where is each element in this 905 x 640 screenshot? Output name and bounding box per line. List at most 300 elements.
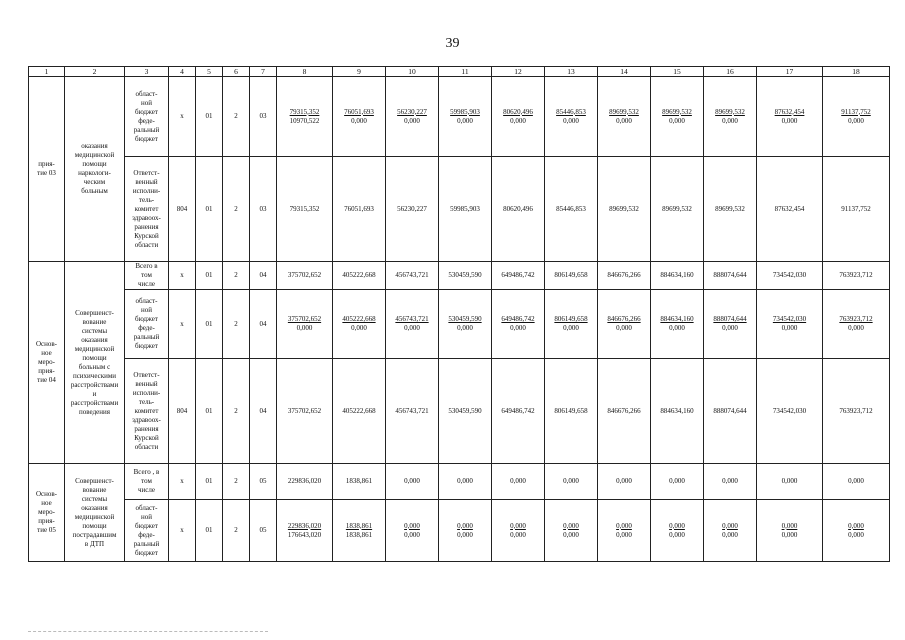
value-text: 0,000 (616, 521, 632, 530)
header-cell (757, 67, 823, 77)
header-cell (333, 67, 386, 77)
value-cell (704, 359, 757, 464)
value-cell (386, 290, 439, 359)
value-text: 884634,160 (660, 315, 694, 323)
value-cell (333, 464, 386, 500)
value-cell (333, 290, 386, 359)
footer-rule (28, 631, 268, 632)
value-cell (757, 290, 823, 359)
funding-source-cell-text: Всего в том числе (135, 262, 158, 288)
header-cell-text: 10 (408, 66, 416, 76)
value-cell (704, 77, 757, 157)
value-cell (386, 77, 439, 157)
value-cell (277, 157, 333, 262)
value-text: 734542,030 (772, 271, 807, 279)
value-text: 456743,721 (395, 406, 429, 415)
value-text: 884634,160 (660, 271, 694, 279)
value-text: 0,000 (722, 116, 738, 125)
code-cell (223, 77, 250, 157)
value-text: 79315,352 (289, 204, 320, 213)
value-text: 0,000 (722, 477, 738, 485)
funding-source-cell-text: област- ной бюджет феде- ральный бюджет (133, 503, 160, 557)
value-cell (823, 77, 890, 157)
value-text: 89699,532 (662, 204, 692, 213)
table-row (29, 500, 890, 562)
value-cell (333, 262, 386, 290)
value-cell (823, 157, 890, 262)
header-cell-text: 17 (785, 66, 794, 76)
value-cell (545, 500, 598, 562)
value-text: 229836,020 (287, 477, 322, 485)
header-cell-text: 4 (180, 66, 184, 76)
value-text: 89699,532 (662, 107, 692, 116)
code-cell-text: 04 (259, 406, 267, 415)
value-cell (651, 290, 704, 359)
header-cell-text: 12 (514, 66, 522, 76)
value-text: 0,000 (404, 116, 420, 125)
value-text: 0,000 (616, 477, 632, 485)
header-cell-text: 1 (44, 66, 49, 76)
value-text: 56230,227 (397, 107, 427, 116)
value-cell (439, 262, 492, 290)
value-text: 0,000 (848, 324, 864, 332)
value-cell (439, 290, 492, 359)
table-row (29, 290, 890, 359)
code-cell-text: х (180, 271, 184, 279)
value-text: 0,000 (563, 324, 579, 332)
funding-source-cell-text: Всего , в том числе (133, 468, 160, 494)
measure-name-cell-text: оказания медицинской помощи наркологи- ческим больным (74, 142, 115, 195)
value-cell (757, 77, 823, 157)
header-cell (125, 67, 169, 77)
value-text: 0,000 (457, 324, 473, 332)
value-cell (598, 290, 651, 359)
value-text: 0,000 (296, 324, 313, 332)
value-cell (545, 359, 598, 464)
code-cell (250, 290, 277, 359)
code-cell-text: 2 (234, 112, 238, 120)
measure-name-cell-text: Совершенст- вование системы оказания медицинской помощи больным с психическими расстройствами и расстройствами поведения (70, 308, 119, 416)
value-text: 1838,861 (345, 521, 373, 530)
value-cell (492, 157, 545, 262)
measure-code-cell-text: Основ- ное меро- прия- тие 04 (35, 340, 58, 384)
value-text: 56230,227 (397, 204, 427, 213)
value-text: 649486,742 (501, 271, 535, 279)
value-text: 0,000 (722, 521, 738, 530)
header-cell-text: 18 (852, 66, 860, 76)
value-cell (598, 359, 651, 464)
value-cell (598, 262, 651, 290)
code-cell (196, 77, 223, 157)
page-number: 39 (445, 36, 460, 51)
value-text: 888074,644 (713, 271, 747, 279)
value-text: 0,000 (616, 116, 632, 125)
header-cell-text: 13 (567, 66, 575, 76)
value-cell (598, 500, 651, 562)
header-cell-text: 5 (207, 66, 211, 76)
value-text: 0,000 (510, 530, 526, 539)
value-cell (439, 157, 492, 262)
value-text: 375702,652 (287, 271, 322, 279)
code-cell-text: 01 (205, 526, 213, 534)
code-cell (196, 359, 223, 464)
header-cell (545, 67, 598, 77)
value-cell (651, 359, 704, 464)
code-cell (250, 500, 277, 562)
table-row (29, 77, 890, 157)
value-cell (823, 290, 890, 359)
funding-source-cell-text: област- ной бюджет феде- ральный бюджет (133, 89, 160, 143)
value-text: 0,000 (616, 324, 632, 332)
code-cell (169, 77, 196, 157)
code-cell-text: х (180, 319, 184, 328)
value-cell (545, 290, 598, 359)
code-cell (250, 464, 277, 500)
code-cell-text: 2 (234, 406, 238, 415)
value-text: 1838,861 (345, 477, 373, 485)
value-text: 530459,590 (448, 406, 482, 415)
code-cell-text: 04 (259, 319, 267, 328)
value-text: 0,000 (781, 477, 798, 485)
value-cell (704, 262, 757, 290)
header-cell-text: 8 (302, 66, 307, 76)
code-cell (223, 262, 250, 290)
value-cell (333, 157, 386, 262)
value-cell (545, 464, 598, 500)
code-cell (169, 359, 196, 464)
code-cell (169, 290, 196, 359)
value-cell (598, 157, 651, 262)
value-text: 80620,496 (503, 204, 533, 213)
value-text: 884634,160 (660, 406, 694, 415)
funding-source-cell-text: Ответст- венный исполни- тель- комитет здравоох- ранения Курской области (132, 370, 161, 451)
value-text: 87632,454 (774, 204, 805, 213)
value-text: 0,000 (781, 521, 798, 530)
value-text: 0,000 (781, 530, 798, 539)
value-cell (439, 359, 492, 464)
header-cell-text: 11 (461, 66, 469, 76)
header-cell (386, 67, 439, 77)
measure-code-cell (29, 77, 65, 262)
value-cell (651, 500, 704, 562)
code-cell-text: 01 (205, 477, 213, 485)
measure-code-cell-text: прия- тие 03 (37, 160, 56, 177)
measure-code-cell (29, 464, 65, 562)
value-text: 649486,742 (501, 406, 535, 415)
value-text: 405222,668 (342, 271, 376, 279)
value-text: 89699,532 (715, 107, 745, 116)
value-text: 0,000 (563, 521, 579, 530)
value-text: 0,000 (848, 521, 864, 530)
value-text: 0,000 (781, 324, 798, 332)
code-cell-text: 01 (205, 406, 213, 415)
value-text: 763923,712 (839, 315, 873, 323)
value-cell (651, 262, 704, 290)
value-cell (545, 157, 598, 262)
value-text: 89699,532 (715, 204, 745, 213)
value-cell (439, 500, 492, 562)
value-text: 0,000 (404, 521, 420, 530)
value-text: 0,000 (781, 116, 798, 125)
code-cell (196, 262, 223, 290)
value-text: 0,000 (457, 116, 473, 125)
code-cell (169, 500, 196, 562)
table-row (29, 359, 890, 464)
value-text: 456743,721 (395, 271, 429, 279)
code-cell (223, 157, 250, 262)
value-text: 91137,752 (841, 107, 871, 116)
value-text: 846676,266 (607, 315, 641, 323)
header-cell (277, 67, 333, 77)
funding-source-cell (125, 464, 169, 500)
value-text: 530459,590 (448, 271, 482, 279)
code-cell (196, 290, 223, 359)
header-cell-text: 16 (726, 66, 734, 76)
code-cell-text: 2 (234, 477, 238, 485)
funding-source-cell (125, 359, 169, 464)
value-cell (277, 464, 333, 500)
header-cell (65, 67, 125, 77)
value-cell (386, 359, 439, 464)
code-cell-text: х (180, 526, 184, 534)
value-text: 85446,853 (556, 107, 586, 116)
value-text: 0,000 (510, 521, 526, 530)
header-cell (196, 67, 223, 77)
value-cell (277, 77, 333, 157)
header-cell-text: 7 (261, 66, 265, 76)
code-cell-text: 2 (234, 526, 238, 534)
funding-source-cell (125, 77, 169, 157)
value-text: 0,000 (669, 477, 685, 485)
value-cell (651, 157, 704, 262)
code-cell-text: 03 (259, 204, 267, 213)
value-text: 0,000 (404, 477, 420, 485)
value-text: 763923,712 (839, 271, 873, 279)
value-text: 87632,454 (774, 107, 805, 116)
value-cell (757, 464, 823, 500)
header-cell (492, 67, 545, 77)
value-cell (492, 290, 545, 359)
value-cell (333, 500, 386, 562)
table-row (29, 157, 890, 262)
value-text: 1838,861 (345, 530, 373, 539)
code-cell-text: 2 (234, 271, 238, 279)
header-cell-text: 2 (92, 66, 97, 76)
code-cell (223, 464, 250, 500)
value-cell (545, 262, 598, 290)
value-text: 0,000 (563, 530, 579, 539)
value-cell (386, 262, 439, 290)
value-text: 0,000 (616, 530, 632, 539)
value-text: 806149,658 (554, 406, 588, 415)
value-cell (277, 262, 333, 290)
code-cell (250, 157, 277, 262)
code-cell-text: 804 (176, 406, 188, 415)
value-text: 76051,693 (344, 204, 374, 213)
header-cell (223, 67, 250, 77)
code-cell-text: 05 (259, 526, 267, 534)
value-text: 0,000 (848, 477, 864, 485)
value-text: 405222,668 (342, 315, 376, 323)
value-text: 806149,658 (554, 271, 588, 279)
funding-source-cell-text: област- ной бюджет феде- ральный бюджет (133, 297, 160, 350)
value-text: 0,000 (457, 530, 473, 539)
header-cell-text: 14 (620, 66, 628, 76)
code-cell (196, 464, 223, 500)
measure-name-cell (65, 77, 125, 262)
measure-name-cell (65, 262, 125, 464)
header-cell (439, 67, 492, 77)
value-text: 0,000 (722, 324, 738, 332)
value-text: 0,000 (669, 324, 685, 332)
value-text: 405222,668 (342, 406, 376, 415)
value-cell (386, 464, 439, 500)
value-cell (492, 359, 545, 464)
table-row (29, 464, 890, 500)
value-text: 89699,532 (609, 107, 639, 116)
code-cell (169, 464, 196, 500)
value-text: 0,000 (457, 521, 473, 530)
value-cell (333, 77, 386, 157)
code-cell-text: 2 (234, 319, 238, 328)
code-cell-text: 01 (205, 319, 213, 328)
header-cell-text: 15 (673, 66, 681, 76)
value-text: 76051,693 (344, 107, 374, 116)
value-cell (704, 500, 757, 562)
value-cell (757, 359, 823, 464)
measure-code-cell-text: Основ- ное меро- прия- тие 05 (35, 490, 58, 534)
code-cell-text: 03 (259, 112, 267, 120)
header-row (29, 67, 890, 77)
funding-source-cell-text: Ответст- венный исполни- тель- комитет здравоох- ранения Курской области (132, 168, 161, 249)
code-cell (250, 77, 277, 157)
value-text: 0,000 (510, 477, 526, 485)
value-text: 89699,532 (609, 204, 639, 213)
header-cell (598, 67, 651, 77)
value-text: 0,000 (351, 116, 367, 125)
table-row (29, 262, 890, 290)
value-text: 0,000 (669, 521, 685, 530)
code-cell (169, 262, 196, 290)
value-cell (439, 77, 492, 157)
value-cell (439, 464, 492, 500)
measure-name-cell (65, 464, 125, 562)
value-cell (651, 464, 704, 500)
value-cell (492, 464, 545, 500)
header-cell-text: 3 (144, 66, 149, 76)
value-text: 0,000 (848, 530, 864, 539)
value-cell (545, 77, 598, 157)
value-text: 59985,903 (450, 107, 480, 116)
value-cell (386, 157, 439, 262)
value-text: 763923,712 (839, 406, 873, 415)
code-cell (250, 359, 277, 464)
header-cell-text: 6 (234, 66, 238, 76)
value-cell (277, 359, 333, 464)
value-text: 806149,658 (554, 315, 588, 323)
header-cell (250, 67, 277, 77)
value-text: 888074,644 (713, 315, 747, 323)
funding-source-cell (125, 500, 169, 562)
value-text: 846676,266 (607, 271, 641, 279)
value-cell (492, 77, 545, 157)
code-cell (223, 290, 250, 359)
value-text: 91137,752 (841, 204, 871, 213)
value-text: 375702,652 (287, 406, 322, 415)
code-cell-text: 04 (259, 271, 267, 279)
budget-table (28, 66, 890, 562)
code-cell-text: х (180, 477, 184, 485)
measure-code-cell (29, 262, 65, 464)
value-cell (704, 464, 757, 500)
value-text: 846676,266 (607, 406, 641, 415)
value-text: 0,000 (404, 530, 420, 539)
value-cell (757, 262, 823, 290)
value-cell (704, 290, 757, 359)
value-text: 0,000 (669, 530, 685, 539)
code-cell-text: 2 (234, 204, 238, 213)
value-text: 375702,652 (287, 315, 322, 323)
code-cell (223, 500, 250, 562)
value-cell (757, 157, 823, 262)
code-cell-text: х (180, 112, 184, 120)
funding-source-cell (125, 157, 169, 262)
value-cell (277, 290, 333, 359)
code-cell-text: 01 (205, 204, 213, 213)
value-cell (598, 77, 651, 157)
value-cell (823, 262, 890, 290)
code-cell (196, 157, 223, 262)
value-text: 229836,020 (287, 521, 322, 530)
header-cell (29, 67, 65, 77)
value-cell (704, 157, 757, 262)
value-text: 734542,030 (772, 315, 807, 323)
value-text: 10970,522 (289, 116, 320, 125)
code-cell-text: 01 (205, 112, 213, 120)
value-cell (757, 500, 823, 562)
code-cell-text: 804 (176, 204, 188, 213)
value-text: 0,000 (848, 116, 864, 125)
value-cell (333, 359, 386, 464)
value-text: 734542,030 (772, 406, 807, 415)
header-cell (651, 67, 704, 77)
value-text: 0,000 (563, 477, 579, 485)
value-text: 0,000 (351, 324, 367, 332)
code-cell (196, 500, 223, 562)
header-cell (169, 67, 196, 77)
value-text: 888074,644 (713, 406, 747, 415)
value-text: 456743,721 (395, 315, 429, 323)
value-cell (492, 262, 545, 290)
measure-name-cell-text: Совершенст- вование системы оказания медицинской помощи пострадавшим в ДТП (72, 476, 117, 548)
code-cell (250, 262, 277, 290)
value-cell (651, 77, 704, 157)
header-cell (704, 67, 757, 77)
value-cell (823, 500, 890, 562)
funding-source-cell (125, 262, 169, 290)
value-cell (277, 500, 333, 562)
value-text: 0,000 (404, 324, 420, 332)
code-cell-text: 05 (259, 477, 267, 485)
value-text: 530459,590 (448, 315, 482, 323)
value-text: 0,000 (669, 116, 685, 125)
value-text: 80620,496 (503, 107, 533, 116)
value-cell (823, 464, 890, 500)
header-cell (823, 67, 890, 77)
header-cell-text: 9 (357, 66, 361, 76)
value-text: 0,000 (563, 116, 579, 125)
value-cell (386, 500, 439, 562)
